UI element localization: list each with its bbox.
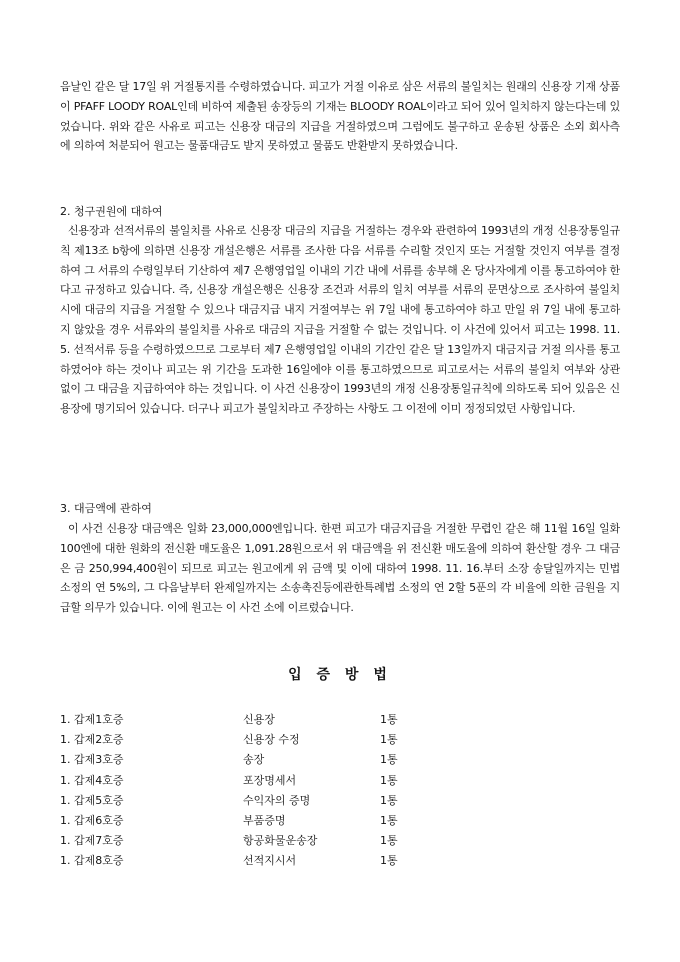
- evidence-row: [60, 811, 500, 831]
- section-3-heading: 3. 대금액에 관하여: [60, 502, 152, 515]
- evidence-count: 1통: [380, 773, 398, 787]
- evidence-number: 1. 갑제3호증: [60, 753, 124, 767]
- evidence-count: 1통: [380, 753, 398, 767]
- evidence-number: 1. 갑제4호증: [60, 773, 124, 787]
- evidence-count: 1통: [380, 834, 398, 848]
- evidence-name: 포장명세서: [243, 773, 297, 787]
- evidence-number: 1. 갑제5호증: [60, 793, 124, 807]
- section-2-body: 신용장과 선적서류의 불일치를 사유로 신용장 대금의 지급을 거절하는 경우와 관련하여 1993년의 개정 신용장통일규칙 제13조 b항에 의하면 신용장 개설은행은 서류를 조사한 다음 서류를 수리할 것인지 또는 거절할 것인지 여부를 결정하여 그 서류의 수령일부터 기산하여 제7 은행영업일 이내의 기간 내에 서류를 송부해 온 당사자에게 이를 통고하여야 한다고 규정하고 있습니다. 즉, 신용장 개설은행은 신용장 조건과 서류의 일치 여부를 서류의 문면상으로 조사하여 불일치시에 대금의 지급을 거절할 수 있으나 대금지급 내지 거절여부는 위 7일 내에 통고하여야 하고 만일 위 7일 내에 통고하지 않았을 경우 서류와의 불일치를 사유로 대금의 지급을 거절할 수 없는 것입니다. 이 사건에 있어서 피고는 1998. 11. 5. 선적서류 등을 수령하였으므로 그로부터 제7 은행영업일 이내의 기간인 같은 달 13일까지 대금지급 거절 의사를 통고하였어야 하는 것이나 피고는 위 기간을 도과한 16일에야 이를 통고하였으므로 피고로서는 서류의 불일치 여부와 상관없이 그 대금을 지급하여야 하는 것입니다. 이 사건 신용장이 1993년의 개정 신용장통일규칙에 의하도록 되어 있음은 신용장에 명기되어 있습니다. 더구나 피고가 불일치라고 주장하는 사항도 그 이전에 이미 정정되었던 사항입니다.: [60, 224, 620, 416]
- evidence-number: 1. 갑제1호증: [60, 713, 124, 726]
- evidence-count: 1통: [380, 854, 398, 868]
- evidence-row: [60, 750, 500, 770]
- evidence-count: 1통: [380, 713, 398, 726]
- evidence-count: 1통: [380, 793, 398, 807]
- evidence-number: 1. 갑제8호증: [60, 854, 124, 868]
- evidence-count: 1통: [380, 813, 398, 827]
- evidence-name: 수익자의 증명: [243, 793, 311, 807]
- evidence-row: [60, 791, 500, 811]
- evidence-name: 부품증명: [243, 813, 286, 827]
- evidence-number: 1. 갑제2호증: [60, 733, 124, 747]
- section-2-heading: 2. 청구권원에 대하여: [60, 205, 163, 218]
- evidence-row: [60, 771, 500, 791]
- evidence-number: 1. 갑제6호증: [60, 813, 124, 827]
- evidence-name: 송장: [243, 753, 265, 767]
- evidence-row: [60, 710, 500, 730]
- evidence-row: [60, 730, 500, 750]
- evidence-title: 입 증 방 법: [288, 667, 392, 683]
- evidence-count: 1통: [380, 733, 398, 747]
- evidence-name: 신용장: [243, 713, 275, 726]
- evidence-row: [60, 851, 500, 871]
- intro-paragraph: 음날인 같은 달 17일 위 거절통지를 수령하였습니다. 피고가 거절 이유로 삼은 서류의 불일치는 원래의 신용장 기재 상품이 PFAFF LOODY ROAL인데 비하여 제출된 송장등의 기재는 BLOODY ROAL이라고 되어 있어 일치하지 않는다는데 있었습니다. 위와 같은 사유로 피고는 신용장 대금의 지급을 거절하였으며 그럼에도 불구하고 운송된 상품은 소외 회사측에 의하여 처분되어 원고는 물품대금도 받지 못하였고 물품도 반환받지 못하였습니다.: [60, 80, 620, 153]
- section-3-body: 이 사건 신용장 대금액은 일화 23,000,000엔입니다. 한편 피고가 대금지급을 거절한 무렵인 같은 해 11월 16일 일화 100엔에 대한 원화의 전신환 매도율은 1,091.28원으로서 위 대금액을 위 전신환 매도율에 의하여 환산할 경우 그 대금은 금 250,994,400원이 되므로 피고는 원고에게 위 금액 및 이에 대하여 1998. 11. 16.부터 소장 송달일까지는 민법 소정의 연 5%의, 그 다음날부터 완제일까지는 소송촉진등에관한특례법 소정의 연 2할 5푼의 각 비율에 의한 금원을 지급할 의무가 있습니다. 이에 원고는 이 사건 소에 이르렀습니다.: [60, 522, 620, 615]
- evidence-number: 1. 갑제7호증: [60, 834, 124, 848]
- evidence-list: [60, 710, 500, 872]
- evidence-name: 선적지시서: [243, 854, 297, 868]
- evidence-name: 항공화물운송장: [243, 834, 318, 848]
- evidence-row: [60, 831, 500, 851]
- evidence-name: 신용장 수정: [243, 733, 300, 747]
